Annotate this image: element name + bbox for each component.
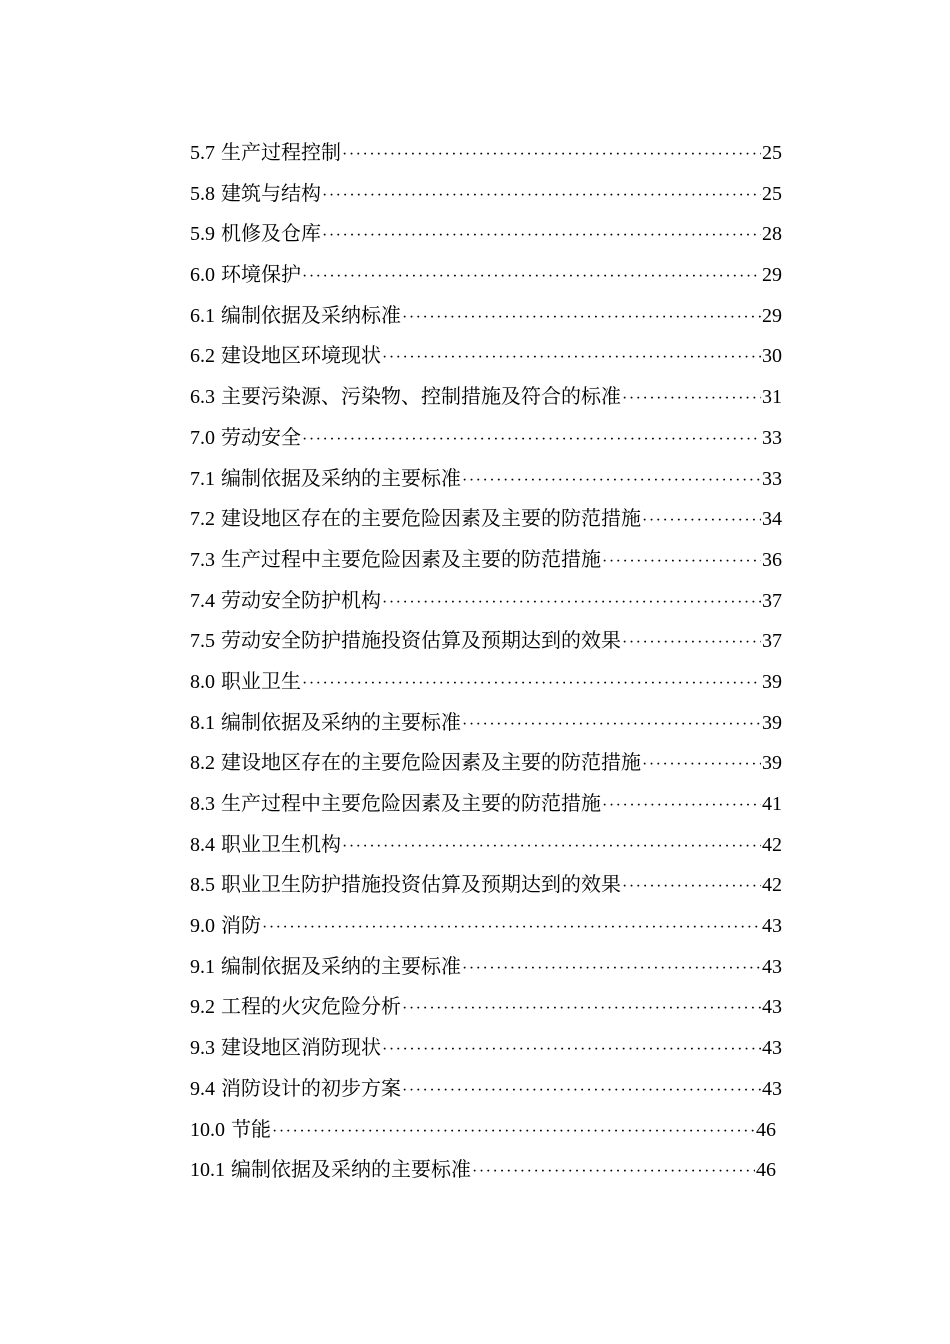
toc-number: 5.9	[190, 223, 215, 246]
toc-number: 8.1	[190, 711, 215, 734]
toc-page-number: 43	[762, 1037, 782, 1060]
toc-number: 6.3	[190, 386, 215, 409]
toc-entry[interactable]	[190, 661, 782, 702]
toc-number: 8.5	[190, 874, 215, 897]
toc-entry[interactable]	[190, 986, 782, 1027]
toc-entry[interactable]	[190, 742, 782, 783]
toc-title: 工程的火灾危险分析	[221, 994, 401, 1019]
toc-number: 8.0	[190, 670, 215, 693]
toc-page-number: 37	[762, 630, 782, 653]
toc-number: 7.5	[190, 630, 215, 653]
toc-entry[interactable]	[190, 1027, 782, 1068]
toc-dot-leader	[272, 1112, 755, 1153]
toc-entry[interactable]	[190, 173, 782, 214]
toc-number: 9.3	[190, 1037, 215, 1060]
toc-page-number: 36	[762, 548, 782, 571]
toc-page-number: 34	[762, 508, 782, 531]
table-of-contents	[190, 132, 782, 1190]
toc-title: 建设地区存在的主要危险因素及主要的防范措施	[221, 506, 641, 531]
toc-number: 6.1	[190, 304, 215, 327]
toc-dot-leader	[462, 949, 761, 990]
toc-dot-leader	[622, 379, 761, 420]
toc-page-number: 42	[762, 874, 782, 897]
toc-title: 劳动安全	[221, 424, 301, 449]
toc-dot-leader	[602, 786, 761, 827]
toc-page-number: 25	[762, 142, 782, 164]
toc-number: 10.1	[190, 1159, 225, 1182]
toc-dot-leader	[622, 867, 761, 908]
toc-dot-leader	[262, 908, 761, 949]
toc-dot-leader	[472, 1152, 755, 1193]
toc-dot-leader	[382, 1030, 761, 1071]
toc-entry[interactable]	[190, 295, 782, 336]
toc-page-number: 39	[762, 711, 782, 734]
toc-entry[interactable]	[190, 580, 782, 621]
toc-dot-leader	[402, 989, 761, 1030]
toc-dot-leader	[302, 664, 761, 705]
toc-number: 10.0	[190, 1118, 225, 1141]
toc-title: 建设地区环境现状	[221, 343, 381, 368]
toc-page-number: 30	[762, 345, 782, 368]
toc-title: 消防设计的初步方案	[221, 1075, 401, 1100]
toc-number: 7.0	[190, 426, 215, 449]
toc-entry[interactable]	[190, 905, 782, 946]
toc-title: 建筑与结构	[221, 180, 321, 205]
toc-entry[interactable]	[190, 458, 782, 499]
toc-title: 职业卫生防护措施投资估算及预期达到的效果	[221, 872, 621, 897]
toc-number: 7.1	[190, 467, 215, 490]
toc-entry[interactable]	[190, 539, 782, 580]
toc-dot-leader	[462, 705, 761, 746]
toc-dot-leader	[382, 583, 761, 624]
toc-title: 主要污染源、污染物、控制措施及符合的标准	[221, 384, 621, 409]
toc-page-number: 43	[762, 955, 782, 978]
toc-page-number: 43	[762, 1077, 782, 1100]
toc-number: 5.7	[190, 142, 215, 164]
toc-entry[interactable]	[190, 1149, 782, 1190]
toc-number: 9.4	[190, 1077, 215, 1100]
toc-dot-leader	[342, 135, 761, 176]
toc-dot-leader	[342, 827, 761, 868]
toc-dot-leader	[302, 420, 761, 461]
toc-number: 8.2	[190, 752, 215, 775]
toc-entry[interactable]	[190, 335, 782, 376]
toc-entry[interactable]	[190, 417, 782, 458]
toc-number: 8.4	[190, 833, 215, 856]
toc-page-number: 33	[762, 467, 782, 490]
toc-dot-leader	[602, 542, 761, 583]
toc-title: 建设地区存在的主要危险因素及主要的防范措施	[221, 750, 641, 775]
toc-number: 9.2	[190, 996, 215, 1019]
toc-dot-leader	[382, 338, 761, 379]
toc-title: 消防	[221, 913, 261, 938]
toc-title: 生产过程控制	[221, 140, 341, 164]
toc-entry[interactable]	[190, 1068, 782, 1109]
toc-title: 编制依据及采纳的主要标准	[221, 709, 461, 734]
toc-page-number: 33	[762, 426, 782, 449]
toc-page-number: 25	[762, 182, 782, 205]
toc-dot-leader	[322, 176, 761, 217]
toc-entry[interactable]	[190, 213, 782, 254]
toc-dot-leader	[402, 298, 761, 339]
toc-number: 8.3	[190, 793, 215, 815]
toc-dot-leader	[402, 1071, 761, 1112]
toc-page-number: 43	[762, 915, 782, 938]
toc-entry[interactable]	[190, 824, 782, 865]
toc-title: 机修及仓库	[221, 221, 321, 246]
toc-number: 7.3	[190, 548, 215, 571]
toc-title: 职业卫生	[221, 668, 301, 693]
toc-page-number: 46	[756, 1118, 776, 1141]
toc-title: 环境保护	[221, 262, 301, 287]
toc-title: 编制依据及采纳的主要标准	[231, 1157, 471, 1182]
toc-entry[interactable]	[190, 498, 782, 539]
toc-entry[interactable]	[190, 783, 782, 824]
toc-number: 6.0	[190, 264, 215, 287]
toc-page-number: 37	[762, 589, 782, 612]
toc-number: 6.2	[190, 345, 215, 368]
toc-title: 生产过程中主要危险因素及主要的防范措施	[221, 546, 601, 571]
toc-number: 5.8	[190, 182, 215, 205]
toc-dot-leader	[622, 623, 761, 664]
toc-dot-leader	[642, 745, 761, 786]
toc-title: 生产过程中主要危险因素及主要的防范措施	[221, 791, 601, 815]
toc-page-number: 29	[762, 304, 782, 327]
toc-page-number: 43	[762, 996, 782, 1019]
toc-entry[interactable]	[190, 1109, 782, 1150]
toc-page-number: 39	[762, 670, 782, 693]
toc-entry[interactable]	[190, 702, 782, 743]
toc-page-number: 42	[762, 833, 782, 856]
toc-title: 节能	[231, 1116, 271, 1141]
toc-title: 劳动安全防护机构	[221, 587, 381, 612]
toc-entry[interactable]	[190, 946, 782, 987]
toc-title: 劳动安全防护措施投资估算及预期达到的效果	[221, 628, 621, 653]
toc-entry[interactable]	[190, 254, 782, 295]
toc-number: 7.4	[190, 589, 215, 612]
toc-dot-leader	[302, 257, 761, 298]
toc-number: 7.2	[190, 508, 215, 531]
toc-entry[interactable]	[190, 864, 782, 905]
toc-title: 编制依据及采纳标准	[221, 302, 401, 327]
toc-entry[interactable]	[190, 132, 782, 173]
toc-title: 职业卫生机构	[221, 831, 341, 856]
toc-dot-leader	[642, 501, 761, 542]
toc-page-number: 29	[762, 264, 782, 287]
toc-page-number: 28	[762, 223, 782, 246]
toc-page-number: 39	[762, 752, 782, 775]
toc-title: 编制依据及采纳的主要标准	[221, 465, 461, 490]
toc-page-number: 31	[762, 386, 782, 409]
toc-title: 编制依据及采纳的主要标准	[221, 953, 461, 978]
toc-title: 建设地区消防现状	[221, 1035, 381, 1060]
toc-number: 9.1	[190, 955, 215, 978]
toc-entry[interactable]	[190, 376, 782, 417]
toc-entry[interactable]	[190, 620, 782, 661]
toc-number: 9.0	[190, 915, 215, 938]
toc-dot-leader	[322, 216, 761, 257]
toc-page-number: 41	[762, 793, 782, 815]
toc-dot-leader	[462, 461, 761, 502]
toc-page-number: 46	[756, 1159, 776, 1182]
